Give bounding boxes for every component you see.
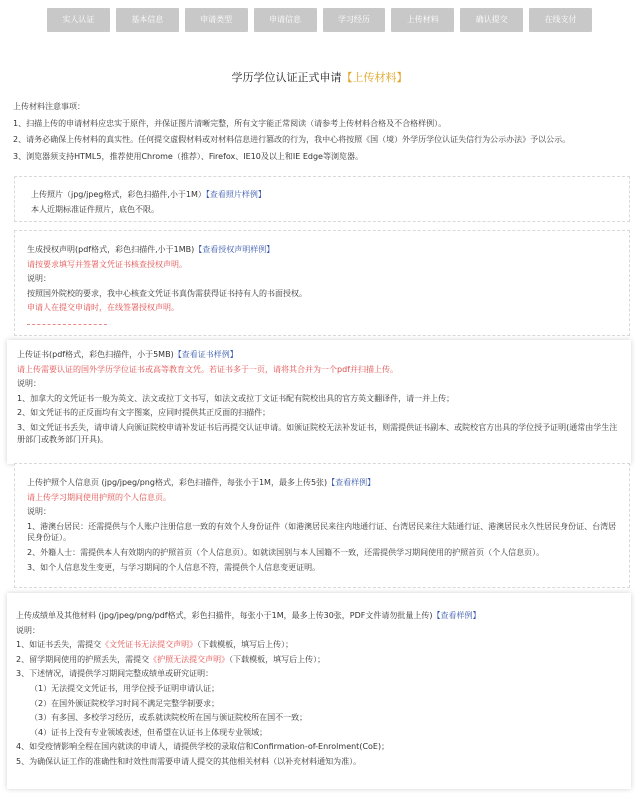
step-online-payment[interactable]: 在线支付 bbox=[529, 8, 592, 32]
transcript-sub-item: （2）在国外颁证院校学习时间不满足完整学制要求； bbox=[30, 698, 220, 708]
step-basic-info[interactable]: 基本信息 bbox=[116, 8, 179, 32]
transcript-note-item-1 bbox=[16, 639, 631, 651]
passport-note-label: 说明： bbox=[27, 507, 51, 517]
step-application-info[interactable]: 申请信息 bbox=[254, 8, 317, 32]
notice-item: 2、请务必确保上传材料的真实性。任何提交虚假材料或对材料信息进行篡改的行为，我中心将按照《国（境）外学历学位认证失信行为公示办法》予以公示。 bbox=[13, 135, 571, 145]
passport-note-item: 2、外籍人士：需提供本人有效期内的护照首页（个人信息页）。如就读国别与本人国籍不一致，还需提供学习期间使用的护照首页（个人信息页）。 bbox=[27, 547, 545, 557]
transcript-note-item-4: 4、如受疫情影响全程在国内就读的申请人，请提供学校的录取信和Confirmation-of-Enrolment(CoE)； bbox=[16, 742, 390, 752]
page-title bbox=[0, 70, 639, 86]
passport-warning: 请上传学习期间使用护照的个人信息页。 bbox=[27, 492, 171, 502]
transcript-sub-item: （1）无法提交文凭证书，用学位授予证明申请认证； bbox=[30, 683, 220, 693]
transcript-label-row bbox=[16, 610, 631, 622]
transcript-label: 上传成绩单及其他材料 (jpg/jpeg/png/pdf格式，彩色扫描件，每张小于1M，最多上传30张，PDF文件请勿批量上传) bbox=[16, 611, 433, 620]
page-title-tag: 【上传材料】 bbox=[341, 71, 408, 84]
passport-sample-link[interactable]: 【查看样例】 bbox=[327, 478, 376, 487]
transcript-sub-item: （4）证书上没有专业领域表述，但希望在认证书上体现专业领域； bbox=[30, 727, 268, 737]
transcript-note-label: 说明： bbox=[16, 625, 40, 635]
notice-item: 3、浏览器须支持HTML5，推荐使用Chrome（推荐）、Firefox、IE10及以上和IE Edge等浏览器。 bbox=[13, 151, 363, 161]
step-real-name-auth[interactable]: 实人认证 bbox=[47, 8, 110, 32]
transcript-upload-card[interactable] bbox=[7, 593, 631, 789]
transcript-sample-link[interactable]: 【查看样例】 bbox=[432, 611, 481, 620]
upload-notice bbox=[13, 101, 629, 167]
cert-sample-link[interactable]: 【查看证书样例】 bbox=[173, 350, 238, 359]
transcript-note-item-3: 3、下述情况，请提供学习期间完整成绩单或研究证明： bbox=[16, 669, 214, 679]
step-upload-materials[interactable]: 上传材料 bbox=[391, 8, 454, 32]
auth-note: 按照国外院校的要求，我中心核查文凭证书真伪需获得证书持有人的书面授权。 bbox=[27, 288, 307, 298]
photo-desc: 本人近期标准证件照片，底色不限。 bbox=[31, 204, 159, 214]
passport-upload-card[interactable] bbox=[14, 463, 630, 588]
cert-note-label: 说明： bbox=[17, 379, 41, 389]
cert-note-item: 1、加拿大的文凭证书一般为英文、法文或拉丁文书写，如法文或拉丁文证书配有院校出具的官方英文翻译件，请一并上传； bbox=[17, 393, 455, 403]
photo-upload-label-row bbox=[31, 189, 629, 201]
transcript-note-item-5: 5、为确保认证工作的准确性和时效性而需要申请人提交的其他相关材料（以补充材料通知为准）。 bbox=[16, 756, 362, 766]
auth-label: 生成授权声明(pdf格式，彩色扫描件,小于1MB) bbox=[27, 245, 195, 254]
auth-divider bbox=[27, 324, 107, 325]
cert-label-row bbox=[17, 349, 631, 361]
step-study-history[interactable]: 学习经历 bbox=[323, 8, 386, 32]
auth-sample-link[interactable]: 【查看授权声明样例】 bbox=[194, 245, 275, 254]
step-application-type[interactable]: 申请类型 bbox=[185, 8, 248, 32]
certificate-upload-card[interactable] bbox=[7, 340, 631, 464]
passport-label: 上传护照个人信息页 (jpg/jpeg/png格式，彩色扫描件，每张小于1M，最多上传5张) bbox=[27, 478, 328, 487]
auth-note-label: 说明： bbox=[27, 274, 51, 284]
photo-upload-card[interactable] bbox=[14, 176, 630, 222]
auth-warning-2: 申请人在提交申请时，在线签署授权声明。 bbox=[27, 303, 179, 313]
transcript-item1-text: 1、如证书丢失，需提交 bbox=[16, 640, 102, 650]
auth-statement-card[interactable] bbox=[14, 230, 630, 336]
passport-loss-statement-link[interactable]: 《护照无法提交声明》 bbox=[149, 654, 230, 664]
passport-note-item: 1、港澳台居民：还需提供与个人账户注册信息一致的有效个人身份证件（如港澳居民来往内地通行证、台湾居民来往大陆通行证、港澳居民永久性居民身份证、台湾居民身份证）。 bbox=[27, 521, 617, 543]
cert-loss-statement-link[interactable]: 《文凭证书无法提交声明》 bbox=[101, 640, 198, 650]
passport-note-item: 3、如个人信息发生变更，与学习期间的个人信息不符，需提供个人信息变更证明。 bbox=[27, 562, 321, 572]
photo-sample-link[interactable]: 【查看照片样例】 bbox=[205, 190, 266, 199]
cert-warning: 请上传需要认证的国外学历学位证书或高等教育文凭。若证书多于一页，请将其合并为一个pdf并扫描上传。 bbox=[17, 364, 398, 374]
page-title-text: 学历学位认证正式申请 bbox=[231, 71, 342, 84]
cert-note-item: 3、如文凭证书丢失，请申请人向颁证院校申请补发证书后再提交认证申请。如颁证院校无法补发证书，则需提供证书副本、或院校官方出具的学位授予证明(通常由学生注册部门或教务部门开具)。 bbox=[17, 422, 618, 444]
cert-note-item: 2、如文凭证书的正反面均有文字图案，应同时提供其正反面的扫描件； bbox=[17, 408, 271, 418]
transcript-item2-suffix: （下载模板，填写后上传）； bbox=[229, 654, 326, 664]
transcript-sub-item: （3）有多国、多校学习经历，或系就读院校所在国与颁证院校所在国不一致； bbox=[30, 713, 308, 723]
passport-label-row bbox=[27, 477, 629, 489]
notice-heading: 上传材料注意事项： bbox=[13, 102, 85, 111]
auth-label-row bbox=[27, 244, 629, 256]
photo-upload-label: 上传照片（jpg/jpeg格式，彩色扫描件,小于1M） bbox=[31, 190, 206, 199]
step-bar bbox=[47, 8, 592, 32]
auth-warning: 请按要求填写并签署文凭证书核查授权声明。 bbox=[27, 259, 187, 269]
step-confirm-submit[interactable]: 确认提交 bbox=[460, 8, 523, 32]
transcript-item2-text: 2、留学期间使用的护照丢失，需提交 bbox=[16, 654, 150, 664]
cert-label: 上传证书(pdf格式，彩色扫描件，小于5MB) bbox=[17, 350, 174, 359]
transcript-item1-suffix: （下载模板，填写后上传）； bbox=[197, 640, 294, 650]
transcript-note-item-2 bbox=[16, 654, 631, 666]
notice-item: 1、扫描上传的申请材料应忠实于原件，并保证图片清晰完整，所有文字能正常阅读（请参考上传材料合格及不合格样例）。 bbox=[13, 118, 447, 128]
